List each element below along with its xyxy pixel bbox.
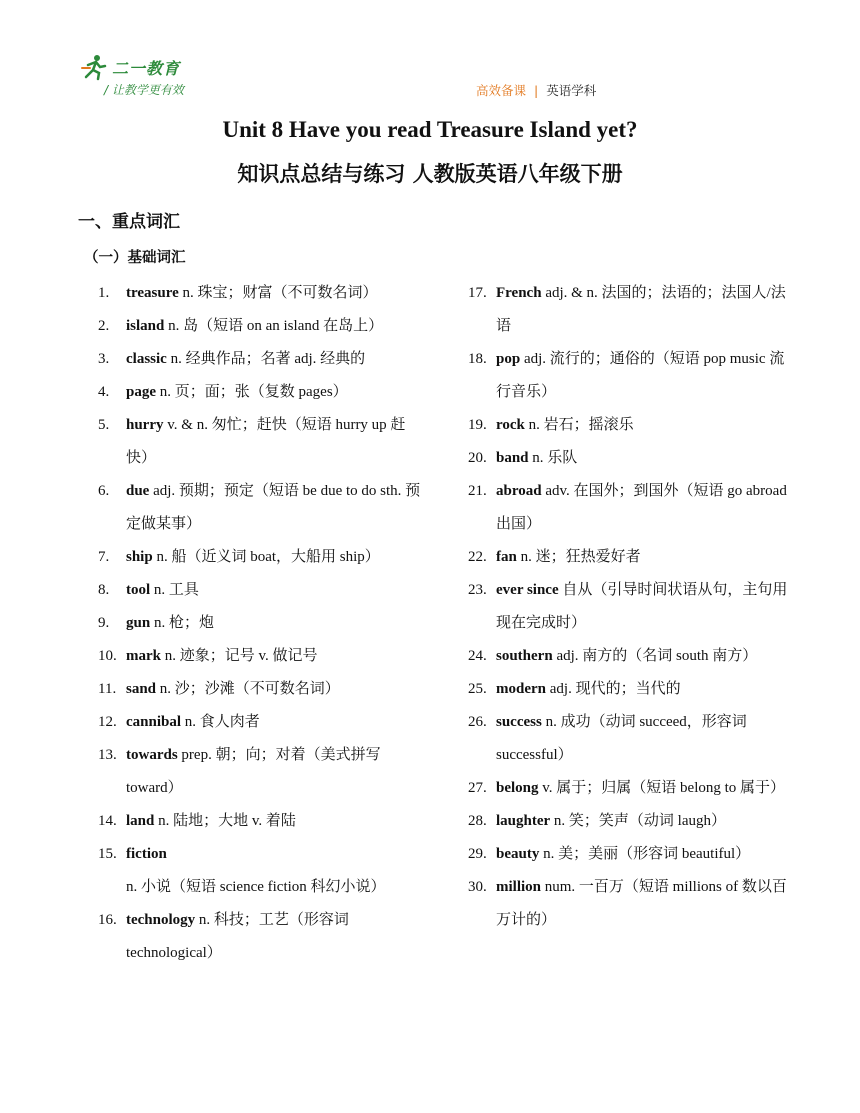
vocab-number [466,442,496,475]
vocab-number-text: 24. [468,648,487,664]
header-tags [476,81,596,99]
vocab-entry [126,904,426,970]
vocab-item [96,475,426,541]
vocab-number-text: 13. [98,747,117,763]
vocab-number-text: 26. [468,714,487,730]
vocab-number-text: 6. [98,483,110,499]
vocab-item [466,541,796,574]
vocab-number [466,640,496,673]
vocab-entry [496,640,796,673]
vocab-number [466,673,496,706]
vocab-word: due [126,483,150,499]
vocab-number-text: 3. [98,351,110,367]
vocab-definition: n. 船（近义词 boat，大船用 ship） [152,549,380,565]
vocab-definition: n. 成功（动词 succeed，形容词 successful） [496,714,747,763]
vocab-word: island [126,318,165,334]
vocab-entry [496,871,796,937]
vocab-item [466,673,796,706]
vocab-number-text: 9. [98,615,110,631]
vocab-entry [126,640,426,673]
vocab-column-left [96,277,426,970]
vocab-number-text: 28. [468,813,487,829]
vocab-number [466,409,496,442]
vocab-definition: n. 小说（短语 science fiction 科幻小说） [126,879,386,895]
vocab-definition: n. 笑；笑声（动词 laugh） [550,813,726,829]
vocab-definition: prep. 朝；向；对着（美式拼写 toward） [126,747,381,796]
vocab-entry [126,739,426,805]
brand-slogan: / 让教学更有效 [104,83,184,97]
vocab-item [96,541,426,574]
vocab-item [466,475,796,541]
vocab-item [96,607,426,640]
vocab-number [96,376,126,409]
page-title-english: Unit 8 Have you read Treasure Island yet? [222,117,638,142]
vocab-item [96,739,426,805]
vocab-number-text: 12. [98,714,117,730]
vocab-item [96,673,426,706]
vocab-entry [496,574,796,640]
vocab-number [466,838,496,871]
vocab-number-text: 25. [468,681,487,697]
vocab-definition: n. 枪；炮 [150,615,214,631]
vocab-number-text: 20. [468,450,487,466]
vocab-number-text: 18. [468,351,487,367]
vocab-item [96,277,426,310]
vocab-definition: n. 科技；工艺（形容词 technological） [126,912,349,961]
vocab-definition: n. 岛（短语 on an island 在岛上） [164,318,384,334]
vocab-number [96,607,126,640]
vocab-entry [126,706,426,739]
tag-separator: | [534,83,539,98]
vocab-word: band [496,450,529,466]
vocab-item [96,310,426,343]
vocab-item [96,343,426,376]
vocab-entry [496,838,796,871]
vocab-entry [126,343,426,376]
vocab-number [466,475,496,541]
vocab-word: treasure [126,285,179,301]
vocab-definition: adj. & n. 法国的；法语的；法国人/法语 [496,285,786,334]
vocab-word: laughter [496,813,551,829]
vocab-number [96,409,126,475]
vocab-word: southern [496,648,553,664]
vocab-number [96,838,126,904]
vocab-entry [496,673,796,706]
vocab-number [96,805,126,838]
vocab-item [466,442,796,475]
vocab-number [466,574,496,640]
vocab-number-text: 15. [98,846,117,862]
vocab-number-text: 14. [98,813,117,829]
vocab-number-text: 1. [98,285,110,301]
vocab-word: tool [126,582,151,598]
vocab-item [466,640,796,673]
vocab-definition: v. & n. 匆忙；赶快（短语 hurry up 赶快） [126,417,406,466]
vocab-word: gun [126,615,151,631]
vocab-item [96,706,426,739]
vocab-number-text: 29. [468,846,487,862]
vocab-item [466,838,796,871]
vocab-number [96,706,126,739]
vocab-number-text: 22. [468,549,487,565]
vocab-word: ever since [496,582,559,598]
vocab-definition: n. 工具 [150,582,199,598]
vocab-number-text: 19. [468,417,487,433]
vocab-entry [496,409,796,442]
vocab-definition: n. 美；美丽（形容词 beautiful） [539,846,751,862]
vocab-definition: adj. 现代的；当代的 [546,681,681,697]
vocab-definition: n. 珠宝；财富（不可数名词） [178,285,378,301]
vocab-word: cannibal [126,714,182,730]
vocab-number-text: 16. [98,912,117,928]
vocab-item [466,409,796,442]
vocab-number [96,673,126,706]
vocab-number-text: 21. [468,483,487,499]
vocab-number [466,343,496,409]
vocab-entry [496,277,796,343]
vocab-entry [126,310,426,343]
vocab-word: technology [126,912,196,928]
vocab-item [466,343,796,409]
vocab-item [96,838,426,904]
subsection-heading: （一）基础词汇 [84,250,186,266]
vocab-item [466,772,796,805]
vocab-number [466,805,496,838]
vocab-word: million [496,879,542,895]
vocab-entry [126,805,426,838]
vocab-definition: adj. 预期；预定（短语 be due to do sth. 预定做某事） [126,483,421,532]
vocab-number [96,310,126,343]
vocab-word: French [496,285,542,301]
vocab-number-text: 27. [468,780,487,796]
vocab-entry [126,574,426,607]
vocab-number [96,277,126,310]
vocab-entry [496,343,796,409]
vocab-entry [496,541,796,574]
vocab-definition: adj. 南方的（名词 south 南方） [552,648,758,664]
vocab-entry [496,805,796,838]
vocab-entry [126,607,426,640]
vocab-number-text: 4. [98,384,110,400]
vocab-number-text: 30. [468,879,487,895]
vocab-number [96,739,126,805]
vocab-word: beauty [496,846,540,862]
vocab-number [96,343,126,376]
vocab-word: success [496,714,542,730]
vocab-word: hurry [126,417,164,433]
vocab-number [96,640,126,673]
vocab-definition: n. 迷；狂热爱好者 [516,549,641,565]
vocab-entry [126,838,426,904]
vocab-number [96,541,126,574]
vocab-item [466,277,796,343]
vocab-word: mark [126,648,161,664]
vocab-entry [496,772,796,805]
vocab-number [466,772,496,805]
vocab-item [96,904,426,970]
vocab-number-text: 17. [468,285,487,301]
vocab-word: sand [126,681,157,697]
vocab-item [96,376,426,409]
vocab-item [96,805,426,838]
vocab-entry [126,541,426,574]
vocab-definition: num. 一百万（短语 millions of 数以百万计的） [496,879,787,928]
vocab-word: page [126,384,156,400]
vocab-entry [126,277,426,310]
vocab-item [96,640,426,673]
vocab-word: rock [496,417,525,433]
section-heading: 一、重点词汇 [78,212,180,232]
vocab-number [466,706,496,772]
vocab-word: towards [126,747,178,763]
vocab-definition: n. 乐队 [528,450,578,466]
vocab-number-text: 23. [468,582,487,598]
vocab-definition: n. 沙；沙滩（不可数名词） [156,681,340,697]
vocab-item [96,409,426,475]
vocab-number [466,541,496,574]
vocab-entry [126,673,426,706]
tag-prep: 高效备课 [476,83,527,98]
tag-subject: 英语学科 [546,83,597,98]
vocab-definition: adj. 流行的；通俗的（短语 pop music 流行音乐） [496,351,785,400]
vocab-item [466,805,796,838]
vocab-word: fiction [126,846,167,862]
vocab-number-text: 8. [98,582,110,598]
vocab-number-text: 5. [98,417,110,433]
vocab-entry [496,706,796,772]
vocab-word: classic [126,351,167,367]
vocab-word: belong [496,780,539,796]
vocab-number-text: 7. [98,549,110,565]
running-man-icon [80,53,108,81]
vocab-definition: n. 陆地；大地 v. 着陆 [154,813,296,829]
vocab-number-text: 10. [98,648,117,664]
vocab-word: fan [496,549,517,565]
vocab-number [96,904,126,970]
vocab-entry [496,475,796,541]
vocab-word: pop [496,351,521,367]
vocab-entry [126,376,426,409]
brand-name: 二一教育 [112,58,181,78]
vocab-number [466,277,496,343]
vocab-word: land [126,813,155,829]
vocab-definition: 自从（引导时间状语从句，主句用现在完成时） [496,582,788,631]
vocab-definition: n. 岩石；摇滚乐 [524,417,634,433]
vocab-entry [496,442,796,475]
vocab-word: abroad [496,483,542,499]
vocab-entry [126,475,426,541]
brand-logo [80,52,180,82]
vocab-definition: v. 属于；归属（短语 belong to 属于） [538,780,786,796]
vocab-definition: n. 迹象；记号 v. 做记号 [161,648,318,664]
vocab-number [96,475,126,541]
vocab-entry [126,409,426,475]
vocab-item [466,871,796,937]
vocab-item [466,706,796,772]
vocab-item [466,574,796,640]
vocab-number [96,574,126,607]
vocab-number-text: 2. [98,318,110,334]
vocab-definition: adv. 在国外；到国外（短语 go abroad 出国） [496,483,787,532]
vocab-definition: n. 食人肉者 [181,714,260,730]
vocab-word: modern [496,681,546,697]
vocab-number [466,871,496,937]
vocab-definition: n. 页；面；张（复数 pages） [156,384,348,400]
vocab-column-right [466,277,796,937]
vocab-word: ship [126,549,153,565]
page-title-chinese: 知识点总结与练习 人教版英语八年级下册 [237,162,623,186]
vocab-definition: n. 经典作品；名著 adj. 经典的 [166,351,366,367]
vocab-item [96,574,426,607]
vocab-number-text: 11. [98,681,117,697]
